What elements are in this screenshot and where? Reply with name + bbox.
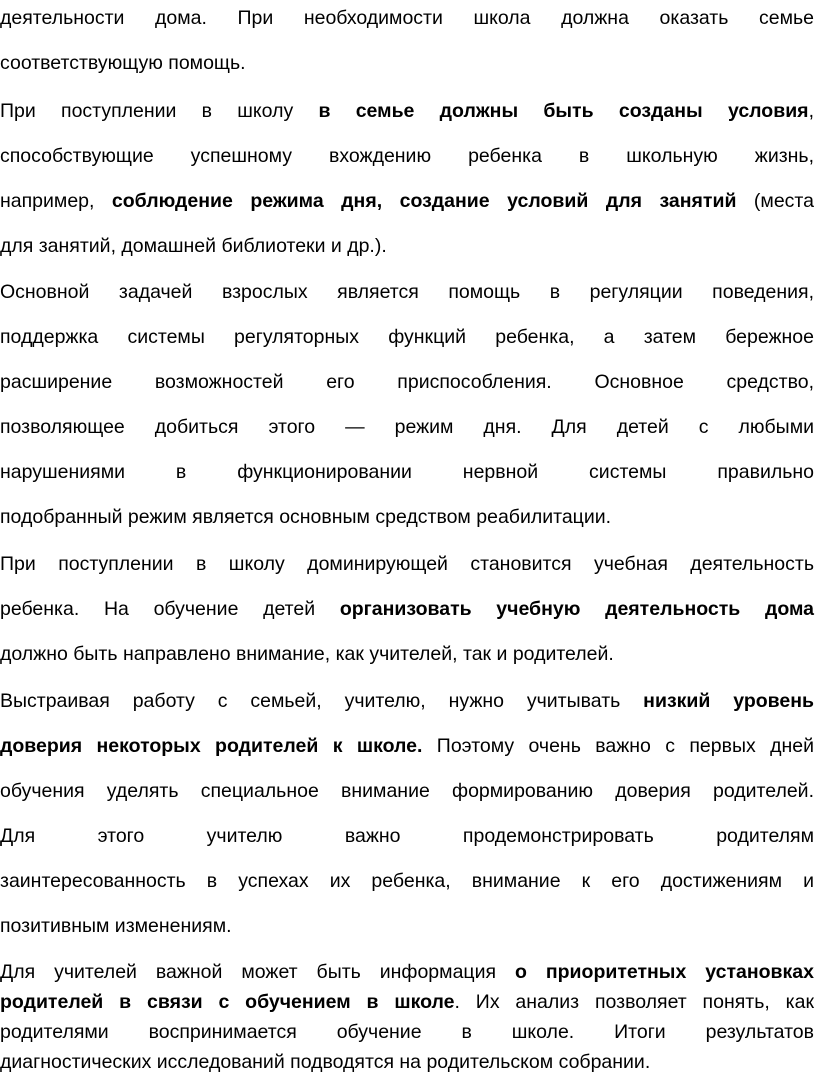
text-line	[0, 724, 814, 769]
text-line	[0, 679, 814, 724]
bold-text: организовать учебную деятельность дома	[339, 598, 814, 620]
text-line	[0, 1017, 814, 1047]
text-line	[0, 41, 814, 86]
text-run: Поэтому очень важно с первых дней	[422, 735, 814, 757]
text-run: родителями воспринимается обучение в школе. Итоги результатов	[0, 1021, 814, 1043]
paragraph-adult-tasks	[0, 270, 814, 540]
text-run: При поступлении в школу доминирующей становится учебная деятельность	[0, 553, 814, 575]
text-line	[0, 987, 814, 1017]
text-run: заинтересованность в успехах их ребенка, внимание к его достижениям и	[0, 870, 814, 892]
text-line	[0, 0, 814, 41]
text-run: обучения уделять специальное внимание формированию доверия родителей.	[0, 780, 814, 802]
text-line	[0, 315, 814, 360]
paragraph-parent-attitudes	[0, 957, 814, 1077]
text-line	[0, 495, 814, 540]
bold-text: в семье должны быть созданы условия	[318, 100, 809, 122]
text-line	[0, 859, 814, 904]
text-run: ,	[808, 100, 814, 122]
text-line	[0, 814, 814, 859]
text-run: способствующие успешному вхождению ребенка в школьную жизнь,	[0, 145, 814, 167]
text-line	[0, 405, 814, 450]
text-run: Основной задачей взрослых является помощь в регуляции поведения,	[0, 281, 814, 303]
text-line	[0, 179, 814, 224]
paragraph-family-help	[0, 0, 814, 86]
paragraph-learning-activity	[0, 542, 814, 677]
text-line	[0, 769, 814, 814]
text-run: деятельности дома. При необходимости школа должна оказать семье	[0, 7, 814, 29]
text-run: Для этого учителю важно продемонстрировать родителям	[0, 825, 814, 847]
text-run: (места	[736, 190, 814, 212]
text-run: расширение возможностей его приспособления. Основное средство,	[0, 371, 814, 393]
text-run: например,	[0, 190, 112, 212]
bold-text: о приоритетных установках	[514, 961, 814, 983]
text-run: подобранный режим является основным средством реабилитации.	[0, 506, 612, 528]
text-line	[0, 904, 814, 949]
text-line	[0, 450, 814, 495]
text-line	[0, 632, 814, 677]
paragraph-parent-trust	[0, 679, 814, 949]
text-run: Выстраивая работу с семьей, учителю, нужно учитывать	[0, 690, 644, 712]
bold-text: низкий уровень	[643, 690, 814, 712]
text-line	[0, 542, 814, 587]
text-line	[0, 360, 814, 405]
text-run: ребенка. На обучение детей	[0, 598, 340, 620]
text-line	[0, 270, 814, 315]
text-line	[0, 224, 814, 269]
text-run: диагностических исследований подводятся на родительском собрании.	[0, 1051, 651, 1073]
text-run: позитивным изменениям.	[0, 915, 232, 937]
text-line	[0, 1047, 814, 1077]
text-run: . Их анализ позволяет понять, как	[454, 991, 814, 1013]
text-run: должно быть направлено внимание, как учителей, так и родителей.	[0, 643, 614, 665]
bold-text: доверия некоторых родителей к школе.	[0, 735, 423, 757]
bold-text: соблюдение режима дня, создание условий для занятий	[111, 190, 737, 212]
text-run: позволяющее добиться этого — режим дня. Для детей с любыми	[0, 416, 814, 438]
text-run: Для учителей важной может быть информация	[0, 961, 515, 983]
text-line	[0, 957, 814, 987]
text-run: При поступлении в школу	[0, 100, 319, 122]
text-run: поддержка системы регуляторных функций ребенка, а затем бережное	[0, 326, 814, 348]
text-line	[0, 134, 814, 179]
text-run: нарушениями в функционировании нервной системы правильно	[0, 461, 814, 483]
text-line	[0, 587, 814, 632]
bold-text: родителей в связи с обучением в школе	[0, 991, 455, 1013]
text-line	[0, 89, 814, 134]
text-run: соответствующую помощь.	[0, 52, 246, 74]
text-run: для занятий, домашней библиотеки и др.).	[0, 235, 387, 257]
paragraph-school-conditions	[0, 89, 814, 269]
